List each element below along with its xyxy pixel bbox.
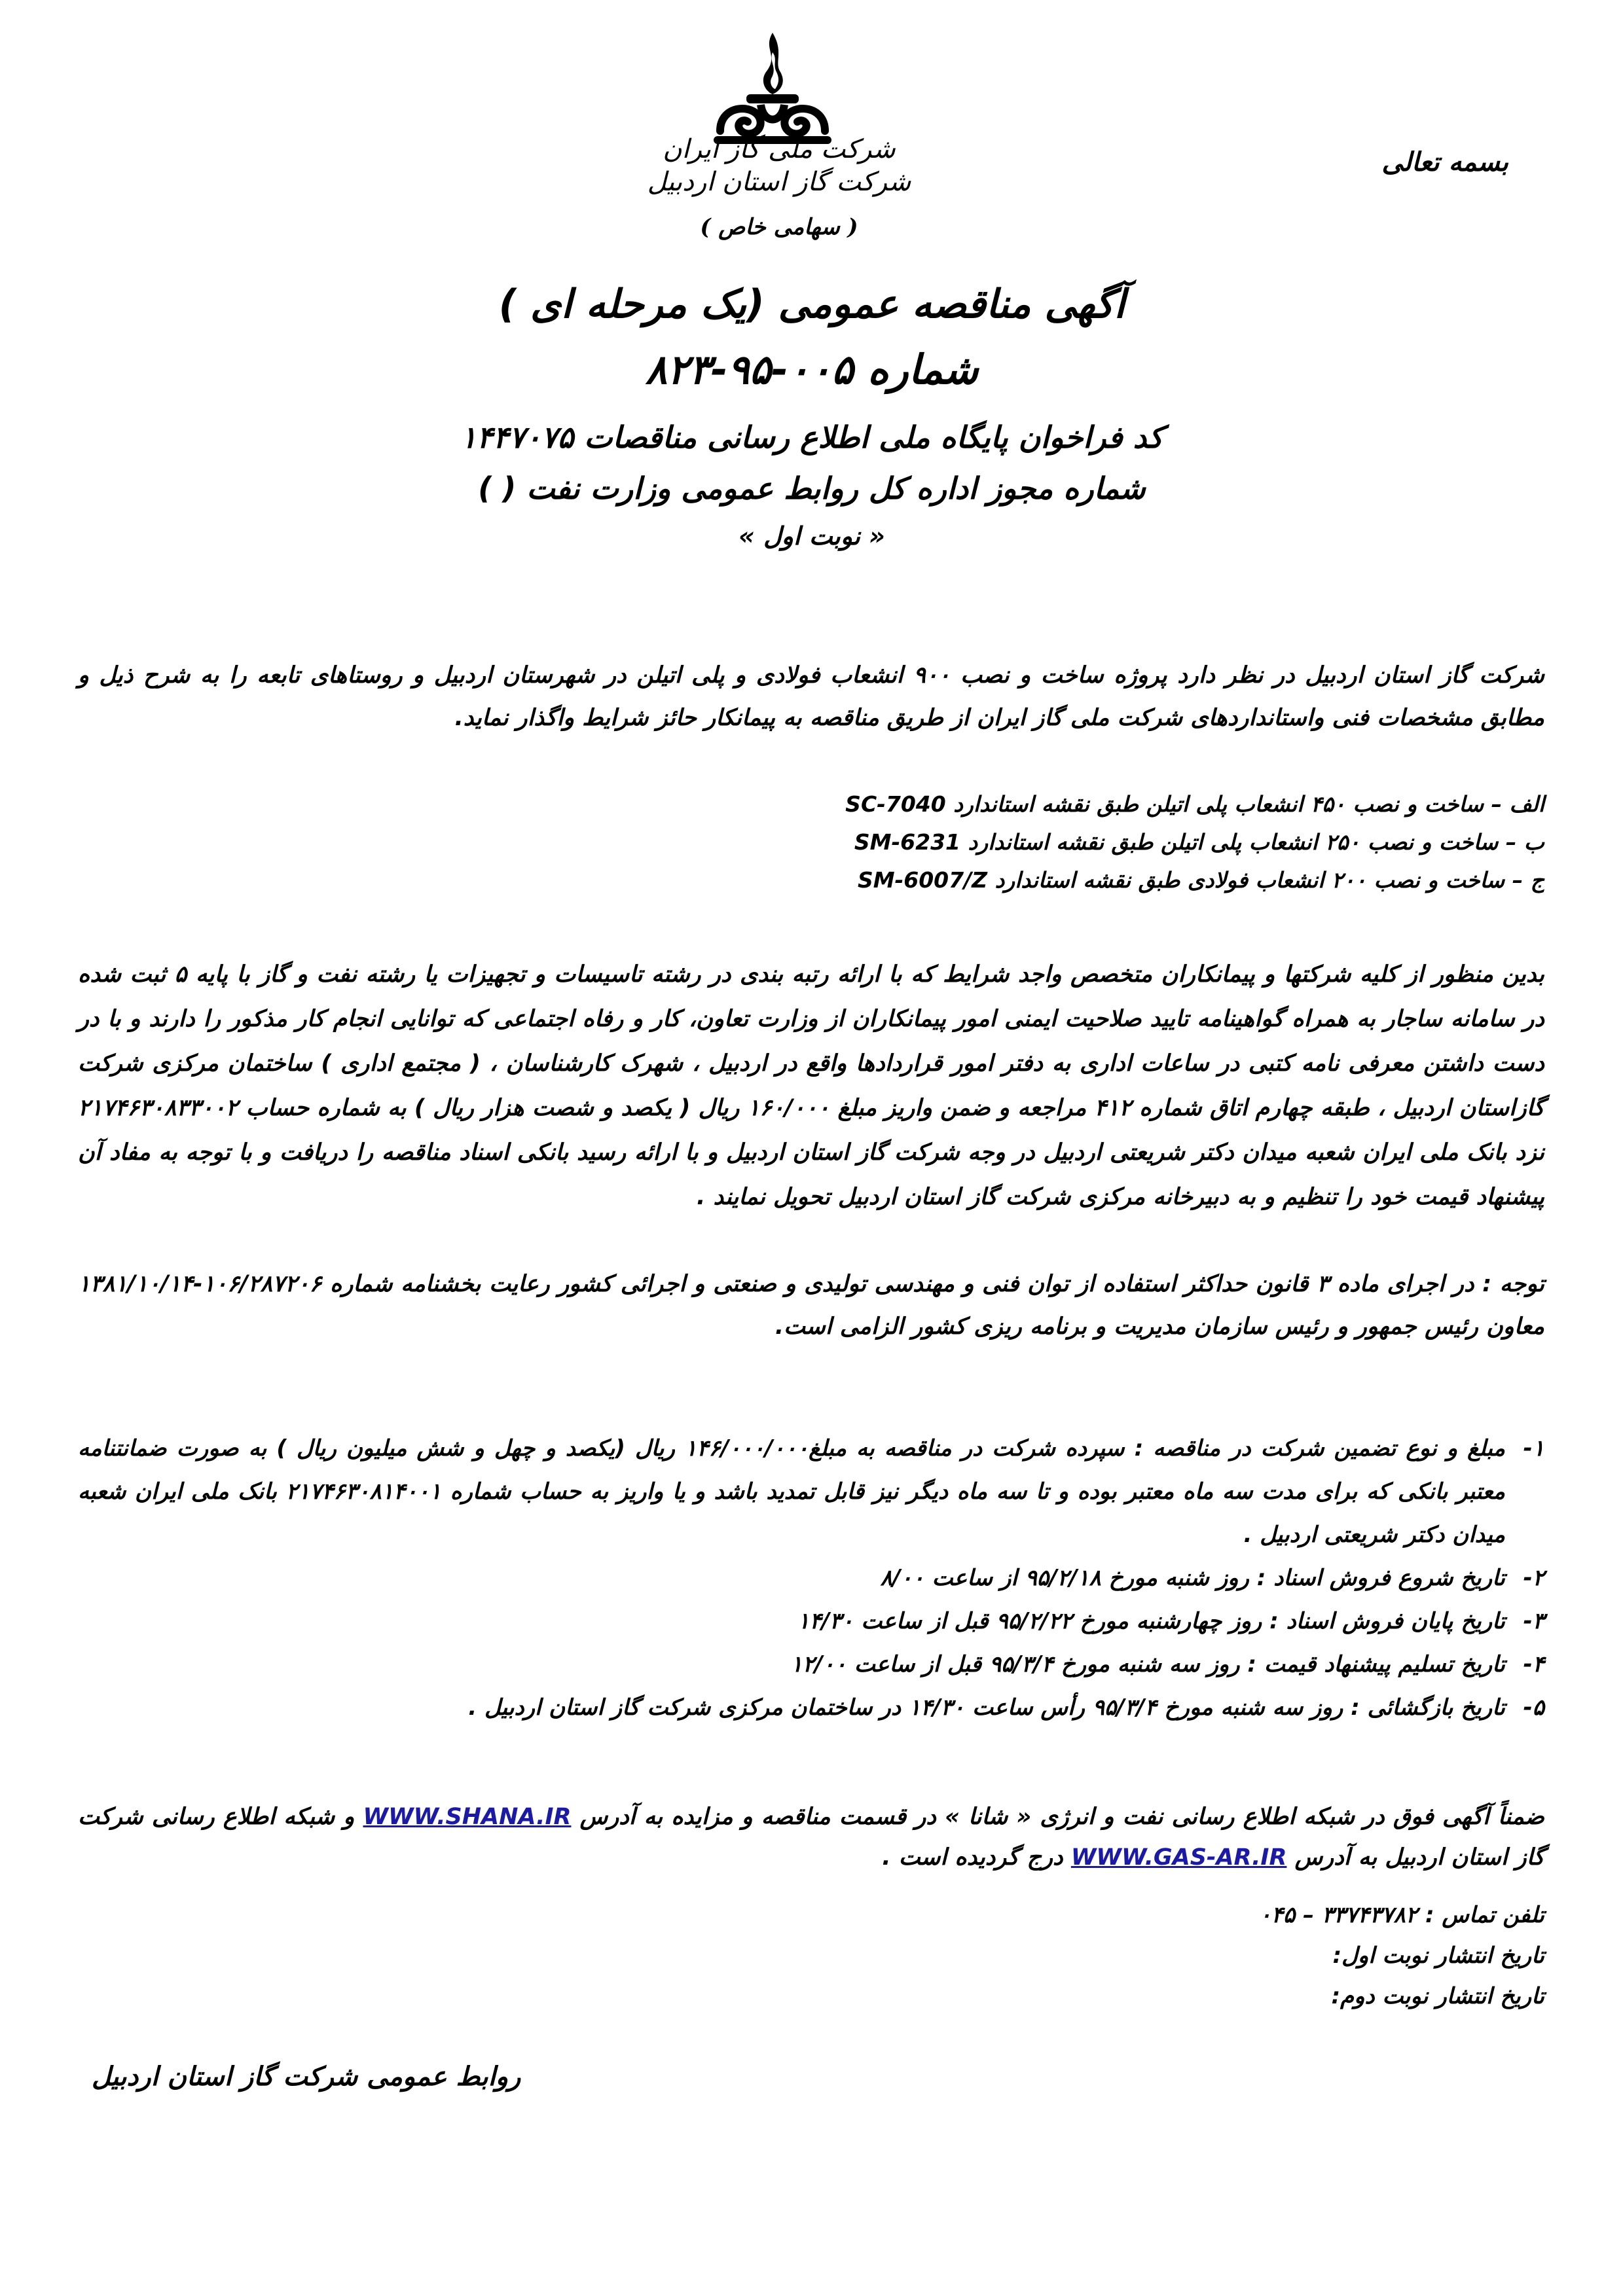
scope-item: الف – ساخت و نصب ۴۵۰ انشعاب پلی اتیلن طبق نقشه استاندارد SC-7040 xyxy=(845,791,1544,817)
tender-conditions-list xyxy=(78,1427,1544,1729)
scope-items-list xyxy=(562,785,1544,899)
ads-text-part3: درج گردیده است . xyxy=(882,1844,1063,1871)
tender-number: شماره ۰۰۵-۹۵-۸۲۳ xyxy=(645,346,979,393)
publication-info-paragraph xyxy=(78,1797,1544,1878)
scope-item: ب – ساخت و نصب ۲۵۰ انشعاب پلی اتیلن طبق نقشه استاندارد SM-6231 xyxy=(854,829,1544,855)
publication-round: « نوبت اول » xyxy=(739,522,885,550)
basmala-heading: بسمه تعالی xyxy=(1381,147,1508,177)
condition-number: ۱- xyxy=(1523,1435,1544,1462)
intro-paragraph: شرکت گاز استان اردبیل در نظر دارد پروژه ساخت و نصب ۹۰۰ انشعاب فولادی و پلی اتیلن در شهرستان اردبیل و روستاهای تابعه را به شرح ذیل و مطابق مشخصات فنی واستانداردهای شرکت ملی گاز ایران از طریق مناقصه به پیمانکار حائز شرایط واگذار نماید. xyxy=(78,662,1545,731)
ads-text-part1: ضمناً آگهی فوق در شبکه اطلاع رسانی نفت و انرژی « شانا » در قسمت مناقصه و مزایده به آدرس xyxy=(579,1804,1545,1830)
eligibility-paragraph: بدین منظور از کلیه شرکتها و پیمانکاران متخصص واجد شرایط که با ارائه رتبه بندی در رشته تاسیسات و تجهیزات یا رشته نفت و گاز با پایه ۵ ثبت شده در سامانه ساجار به همراه گواهینامه تایید صلاحیت ایمنی امور پیمانکاران از وزارت تعاون، کار و رفاه اجتماعی که توانایی انجام کار مذکور را دارند و با در دست داشتن معرفی نامه کتبی در ساعات اداری به دفتر امور قراردادها واقع در اردبیل ، شهرک کارشناسان ، ( مجتمع اداری ) ساختمان مرکزی شرکت گازاستان اردبیل ، طبقه چهارم اتاق شماره ۴۱۲ مراجعه و ضمن واریز مبلغ ۱۶۰/۰۰۰ ریال ( یکصد و شصت هزار ریال ) به شماره حساب ۲۱۷۴۶۳۰۸۳۳۰۰۲ نزد بانک ملی ایران شعبه میدان دکتر شریعتی اردبیل در وجه شرکت گاز استان اردبیل و با ارائه رسید بانکی اسناد مناقصه را دریافت و با توجه به مفاد آن پیشنهاد قیمت خود را تنظیم و به دبیرخانه مرکزی شرکت گاز استان اردبیل تحویل نمایند . xyxy=(78,961,1545,1210)
condition-item xyxy=(78,1427,1544,1556)
gas-ar-link[interactable]: WWW.GAS-AR.IR xyxy=(1070,1844,1287,1871)
condition-text: تاریخ شروع فروش اسناد : روز شنبه مورخ ۹۵/۲/۱۸ از ساعت ۸/۰۰ xyxy=(880,1565,1505,1591)
condition-text: تاریخ تسلیم پیشنهاد قیمت : روز سه شنبه مورخ ۹۵/۳/۴ قبل از ساعت ۱۲/۰۰ xyxy=(790,1651,1505,1677)
condition-item xyxy=(78,1556,1544,1600)
condition-number: ۲- xyxy=(1523,1565,1544,1591)
contact-phone: تلفن تماس : ۳۳۷۴۳۷۸۲ – ۰۴۵ xyxy=(1259,1902,1544,1928)
company-identity xyxy=(642,134,917,240)
company-name: شرکت گاز استان اردبیل xyxy=(647,167,911,197)
condition-text: تاریخ پایان فروش اسناد : روز چهارشنبه مورخ ۹۵/۲/۲۲ قبل از ساعت ۱۴/۳۰ xyxy=(797,1608,1505,1634)
condition-number: ۴- xyxy=(1523,1651,1544,1677)
notice-titles xyxy=(327,281,1296,550)
company-type: ( سهامی خاص ) xyxy=(700,214,858,240)
ads-text-part2: و شبکه اطلاع رسانی شرکت گاز استان اردبیل به آدرس xyxy=(78,1804,1544,1871)
national-iranian-gas-company-logo-icon xyxy=(701,26,845,151)
condition-text: مبلغ و نوع تضمین شرکت در مناقصه : سپرده شرکت در مناقصه به مبلغ۱۴۶/۰۰۰/۰۰۰ ریال (یکصد و چهل و شش میلیون ریال ) به صورت ضمانتنامه معتبر بانکی که برای مدت سه ماه معتبر بوده و تا سه ماه دیگر نیز قابل تمدید باشد و یا واریز به حساب شماره ۲۱۷۴۶۳۰۸۱۴۰۰۱ بانک ملی ایران شعبه میدان دکتر شریعتی اردبیل . xyxy=(78,1435,1505,1548)
condition-item xyxy=(78,1643,1544,1686)
second-publication-date: تاریخ انتشار نوبت دوم: xyxy=(1331,1983,1544,2009)
condition-number: ۵- xyxy=(1523,1695,1544,1721)
legal-note-paragraph: توجه : در اجرای ماده ۳ قانون حداکثر استفاده از توان فنی و مهندسی تولیدی و صنعتی و اجرائی کشور رعایت بخشنامه شماره ۱۰۶/۲۸۷۲۰۶-۱۳۸۱/۱۰/۱۴ معاون رئیس جمهور و رئیس سازمان مدیریت و برنامه ریزی کشور الزامی است. xyxy=(78,1271,1544,1340)
scope-item: ج – ساخت و نصب ۲۰۰ انشعاب فولادی طبق نقشه استاندارد SM-6007/Z xyxy=(857,867,1544,893)
notice-title: آگهی مناقصه عمومی (یک مرحله ای ) xyxy=(498,281,1125,327)
parent-company-name: شرکت ملی گاز ایران xyxy=(663,134,896,164)
ministry-permit-number: شماره مجوز اداره کل روابط عمومی وزارت نفت ( ) xyxy=(478,471,1146,506)
shana-link[interactable]: WWW.SHANA.IR xyxy=(363,1804,572,1830)
first-publication-date: تاریخ انتشار نوبت اول: xyxy=(1332,1943,1544,1969)
public-relations-signature: روابط عمومی شرکت گاز استان اردبیل xyxy=(92,2062,521,2092)
tender-call-code: کد فراخوان پایگاه ملی اطلاع رسانی مناقصات ۱۴۴۷۰۷۵ xyxy=(460,420,1163,455)
condition-number: ۳- xyxy=(1523,1608,1544,1634)
condition-item xyxy=(78,1686,1544,1729)
contact-block xyxy=(759,1895,1544,2017)
signature-block xyxy=(92,2062,615,2092)
condition-text: تاریخ بازگشائی : روز سه شنبه مورخ ۹۵/۳/۴ رأس ساعت ۱۴/۳۰ در ساختمان مرکزی شرکت گاز استان اردبیل . xyxy=(468,1695,1505,1721)
condition-item xyxy=(78,1600,1544,1643)
